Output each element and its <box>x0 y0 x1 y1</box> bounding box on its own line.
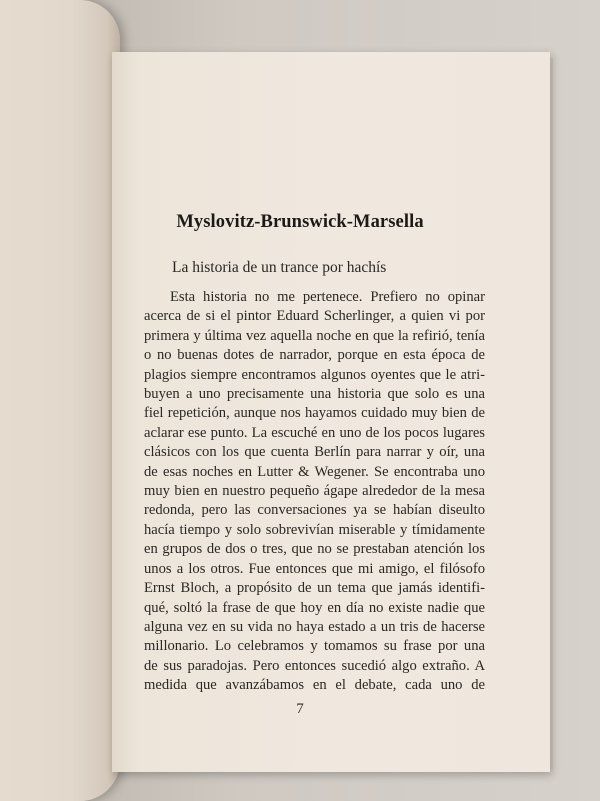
text-line: en grupos de dos o tres, que no se prestaban atención los <box>144 541 485 558</box>
text-line: acerca de si el pintor Eduard Scherlinger, a quien vi por <box>144 308 485 325</box>
text-line: medida que avanzábamos en el debate, cada uno de <box>144 677 485 694</box>
text-line: fiel repetición, aunque nos hayamos cuidado muy bien de <box>144 405 485 422</box>
text-line: hacía tiempo y solo sobrevivían miserable y tímidamente <box>144 521 485 538</box>
text-line: millonario. Lo celebramos y tomamos su frase por una <box>144 638 485 655</box>
text-line: o no buenas dotes de narrador, porque en esta época de <box>144 347 485 364</box>
text-line: de sus paradojas. Pero entonces sucedió algo extraño. A <box>144 657 485 674</box>
chapter-subtitle: La historia de un trance por hachís <box>172 259 387 276</box>
text-line: buyen a uno precisamente una historia que solo es una <box>144 386 485 403</box>
left-page <box>0 0 120 801</box>
text-line: muy bien en nuestro pequeño ágape alrededor de la mesa <box>144 483 485 500</box>
text-line: plagios siempre encontramos algunos oyentes que le atri- <box>144 366 485 383</box>
text-line: Ernst Bloch, a propósito de un tema que jamás identifi- <box>144 580 485 597</box>
text-line: alguna vez en su vida no haya estado a un tris de hacerse <box>144 618 485 635</box>
text-line: unos a los otros. Fue entonces que mi amigo, el filósofo <box>144 560 485 577</box>
text-line: Esta historia no me pertenece. Prefiero no opinar <box>170 289 485 305</box>
chapter-title: Myslovitz-Brunswick-Marsella <box>176 212 424 232</box>
text-line: de esas noches en Lutter & Wegener. Se encontraba uno <box>144 463 485 480</box>
text-line: aclarar ese punto. La escuché en uno de los pocos lugares <box>144 424 485 441</box>
body-text <box>144 288 485 696</box>
text-line: clásicos con los que cuenta Berlín para narrar y oír, una <box>144 444 485 461</box>
text-line: primera y última vez aquella noche en que la refirió, tenía <box>144 327 485 344</box>
page-number: 7 <box>296 701 304 717</box>
text-line: qué, soltó la frase de que hoy en día no existe nadie que <box>144 599 485 616</box>
text-line: redonda, pero las conversaciones ya se habían diseulto <box>144 502 485 519</box>
